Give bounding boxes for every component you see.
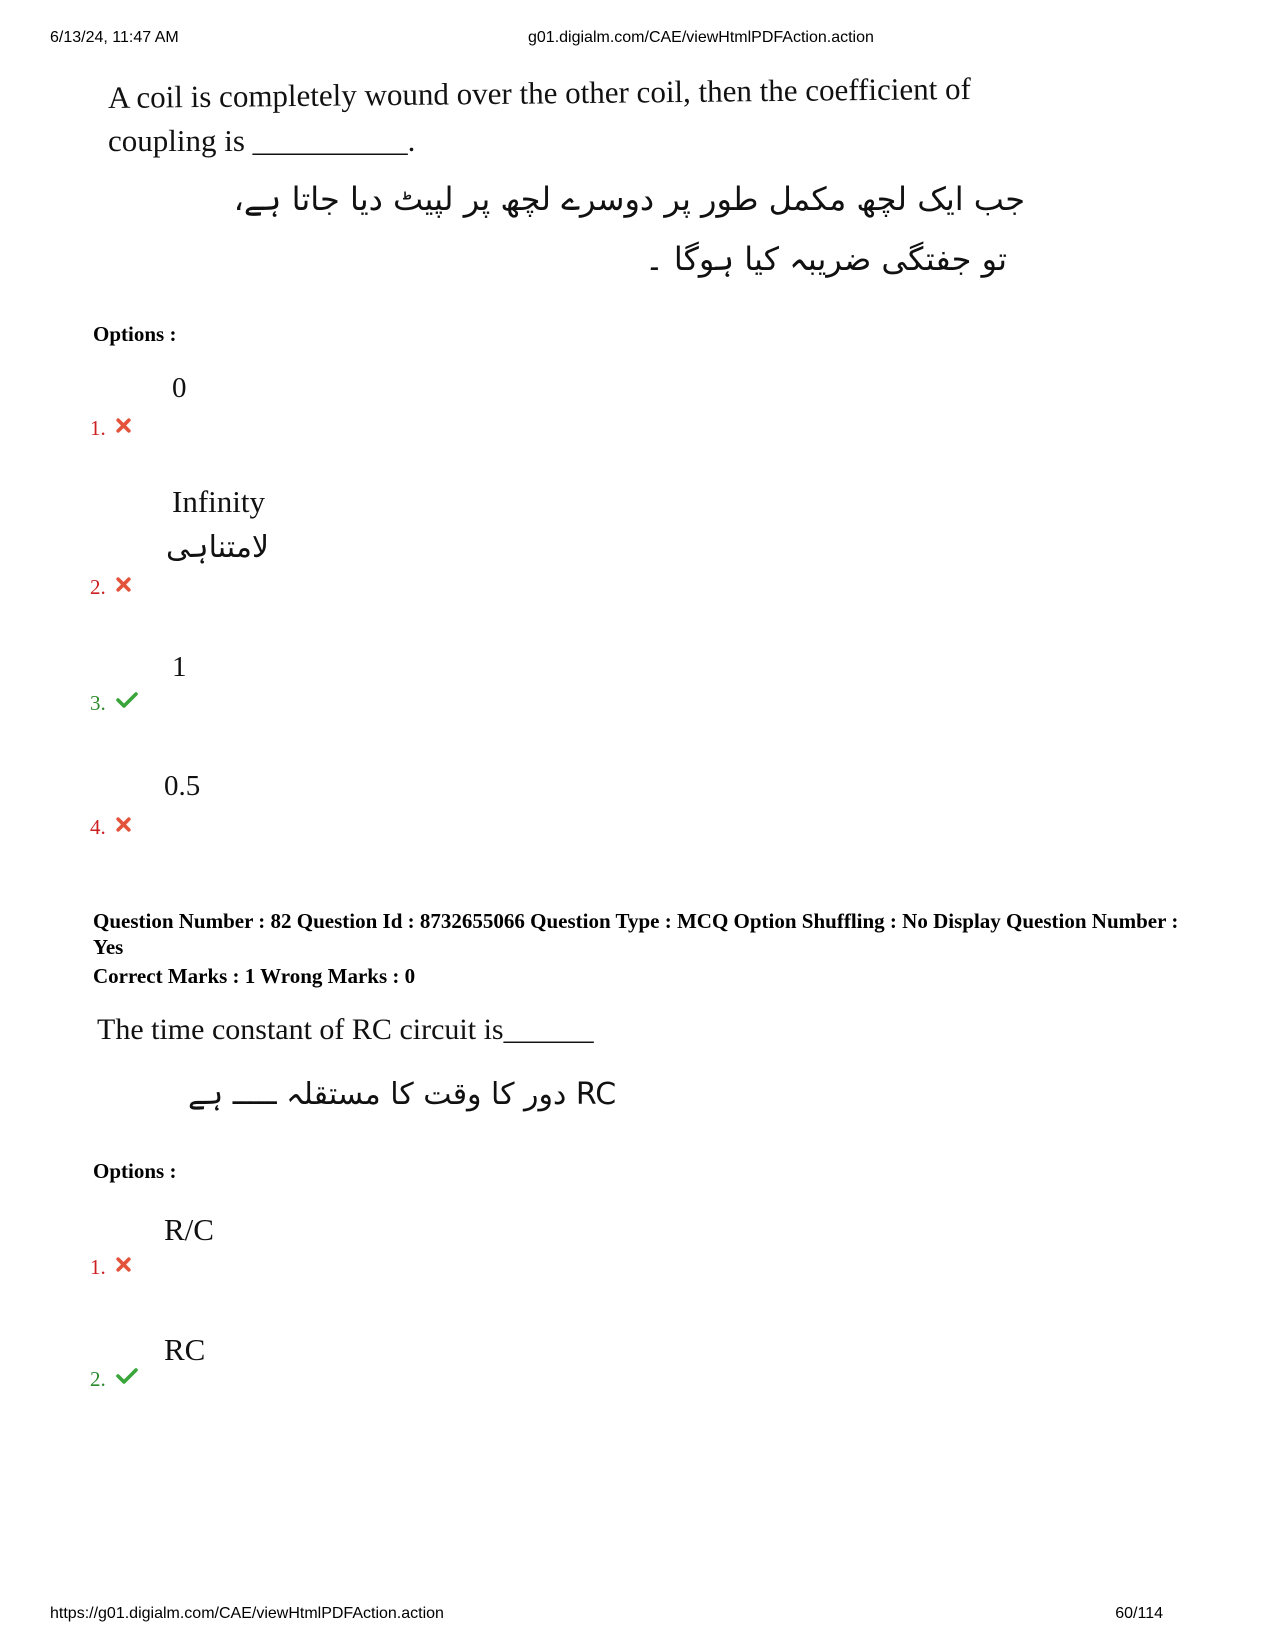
option-number — [90, 414, 131, 441]
question-text-line-2: coupling is __________. — [108, 123, 416, 158]
option-number — [90, 813, 131, 840]
question-text-line-1: A coil is completely wound over the other coil, then the coefficient of — [107, 70, 972, 115]
options-label: Options : — [93, 322, 177, 346]
option-number — [90, 689, 138, 716]
option-text: 0 — [172, 372, 187, 404]
option-number-label: 1. — [90, 1255, 106, 1279]
footer-url: https://g01.digialm.com/CAE/viewHtmlPDFAction.action — [50, 1605, 444, 1622]
cross-icon — [116, 414, 131, 439]
cross-icon — [116, 573, 131, 598]
cross-icon — [116, 1253, 131, 1278]
question-urdu-text: RC دور کا وقت کا مستقلہ ـــــ ہے — [188, 1077, 617, 1112]
option-text: RC — [164, 1332, 206, 1367]
page-number: 60/114 — [1115, 1605, 1163, 1622]
cross-icon — [116, 813, 131, 838]
option-text: 1 — [172, 651, 187, 683]
question-urdu-line-1: جب ایک لچھ مکمل طور پر دوسرے لچھ پر لپیٹ دیا جاتا ہے، — [233, 180, 1025, 218]
options-label: Options : — [93, 1159, 177, 1183]
question-urdu-line-2: تو جفتگی ضریبہ کیا ہوگا ۔ — [644, 240, 1007, 278]
check-icon — [116, 689, 138, 714]
option-number — [90, 573, 131, 600]
check-icon — [116, 1365, 138, 1390]
print-datetime: 6/13/24, 11:47 AM — [50, 29, 179, 46]
question-marks: Correct Marks : 1 Wrong Marks : 0 — [93, 964, 416, 988]
option-text: Infinity — [172, 484, 265, 519]
option-urdu-text: لامتناہی — [166, 530, 270, 565]
option-number-label: 3. — [90, 691, 106, 715]
option-number — [90, 1365, 138, 1392]
option-text: 0.5 — [164, 770, 201, 802]
option-number-label: 2. — [90, 1367, 106, 1391]
option-number — [90, 1253, 131, 1280]
option-number-label: 4. — [90, 815, 106, 839]
question-meta: Question Number : 82 Question Id : 8732655066 Question Type : MCQ Option Shuffling : No Display Question Number : Yes — [93, 909, 1179, 959]
option-text: R/C — [164, 1212, 214, 1247]
option-number-label: 1. — [90, 416, 106, 440]
question-text: The time constant of RC circuit is______ — [97, 1013, 594, 1046]
option-number-label: 2. — [90, 575, 106, 599]
print-url: g01.digialm.com/CAE/viewHtmlPDFAction.action — [528, 29, 874, 46]
